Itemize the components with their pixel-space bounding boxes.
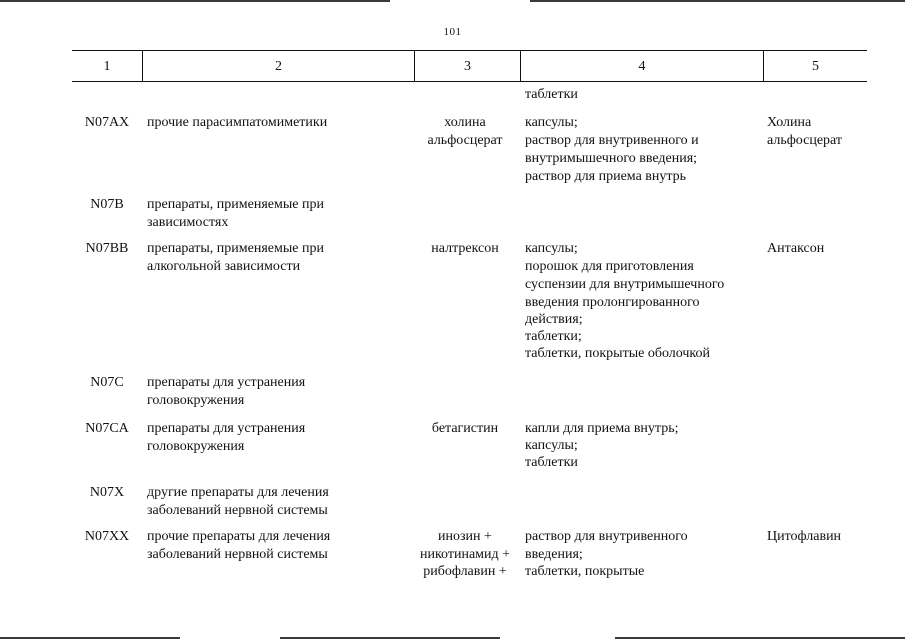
row-form: внутримышечного введения; (525, 151, 698, 166)
row-inn: бетагистин (431, 421, 499, 436)
row-form: капсулы; (525, 438, 578, 453)
row-code: N07X (89, 485, 125, 500)
row-name: головокружения (147, 393, 245, 408)
row-brand: Цитофлавин (767, 529, 842, 544)
row-inn: холина (444, 115, 486, 130)
row-name: заболеваний нервной системы (147, 503, 328, 518)
column-header-5: 5 (812, 59, 819, 74)
row-code: N07C (90, 375, 124, 390)
row-inn: инозин + (438, 529, 492, 544)
row-form: введения пролонгированного (525, 295, 700, 310)
scan-edge-top-left (0, 0, 390, 2)
continuation-form: таблетки (525, 87, 578, 102)
row-form: суспензии для внутримышечного (525, 277, 725, 292)
page-number: 101 (443, 26, 462, 38)
row-form: капсулы; (525, 241, 578, 256)
row-form: раствор для внутривенного и (525, 133, 699, 148)
row-inn: рибофлавин + (423, 564, 507, 579)
row-name: заболеваний нервной системы (147, 547, 328, 562)
row-name: другие препараты для лечения (147, 485, 329, 500)
row-code: N07AX (84, 115, 130, 130)
row-form: таблетки, покрытые (525, 564, 645, 579)
row-form: раствор для внутривенного (525, 529, 688, 544)
row-brand: альфосцерат (767, 133, 843, 148)
column-header-3: 3 (464, 59, 471, 74)
row-name: препараты, применяемые при (147, 241, 324, 256)
row-form: таблетки, покрытые оболочкой (525, 346, 711, 361)
row-name: алкогольной зависимости (147, 259, 301, 274)
scan-edge-bottom-mid (280, 637, 500, 639)
row-code: N07B (90, 197, 124, 212)
row-form: раствор для приема внутрь (525, 169, 687, 184)
scan-edge-bottom-right (615, 637, 905, 639)
row-code: N07CA (85, 421, 129, 436)
row-brand: Холина (767, 115, 812, 130)
row-form: порошок для приготовления (525, 259, 694, 274)
row-code: N07XX (84, 529, 130, 544)
row-name: препараты для устранения (147, 375, 306, 390)
row-brand: Антаксон (767, 241, 825, 256)
row-name: препараты для устранения (147, 421, 306, 436)
row-form: таблетки (525, 455, 578, 470)
row-form: капли для приема внутрь; (525, 421, 679, 436)
row-inn: налтрексон (431, 241, 499, 256)
scan-edge-bottom-left (0, 637, 180, 639)
row-inn: никотинамид + (419, 547, 511, 562)
scan-edge-top-right (530, 0, 905, 2)
row-form: таблетки; (525, 329, 582, 344)
row-form: действия; (525, 312, 583, 327)
row-code: N07BB (85, 241, 129, 256)
row-name: препараты, применяемые при (147, 197, 324, 212)
row-form: введения; (525, 547, 583, 562)
row-form: капсулы; (525, 115, 578, 130)
column-header-row (72, 50, 867, 82)
column-header-2: 2 (275, 59, 282, 74)
row-name: зависимостях (147, 215, 229, 230)
column-header-4: 4 (638, 59, 646, 74)
row-name: прочие препараты для лечения (147, 529, 331, 544)
row-name: головокружения (147, 439, 245, 454)
row-name: прочие парасимпатомиметики (147, 115, 328, 130)
column-header-1: 1 (103, 59, 111, 74)
row-inn: альфосцерат (427, 133, 503, 148)
